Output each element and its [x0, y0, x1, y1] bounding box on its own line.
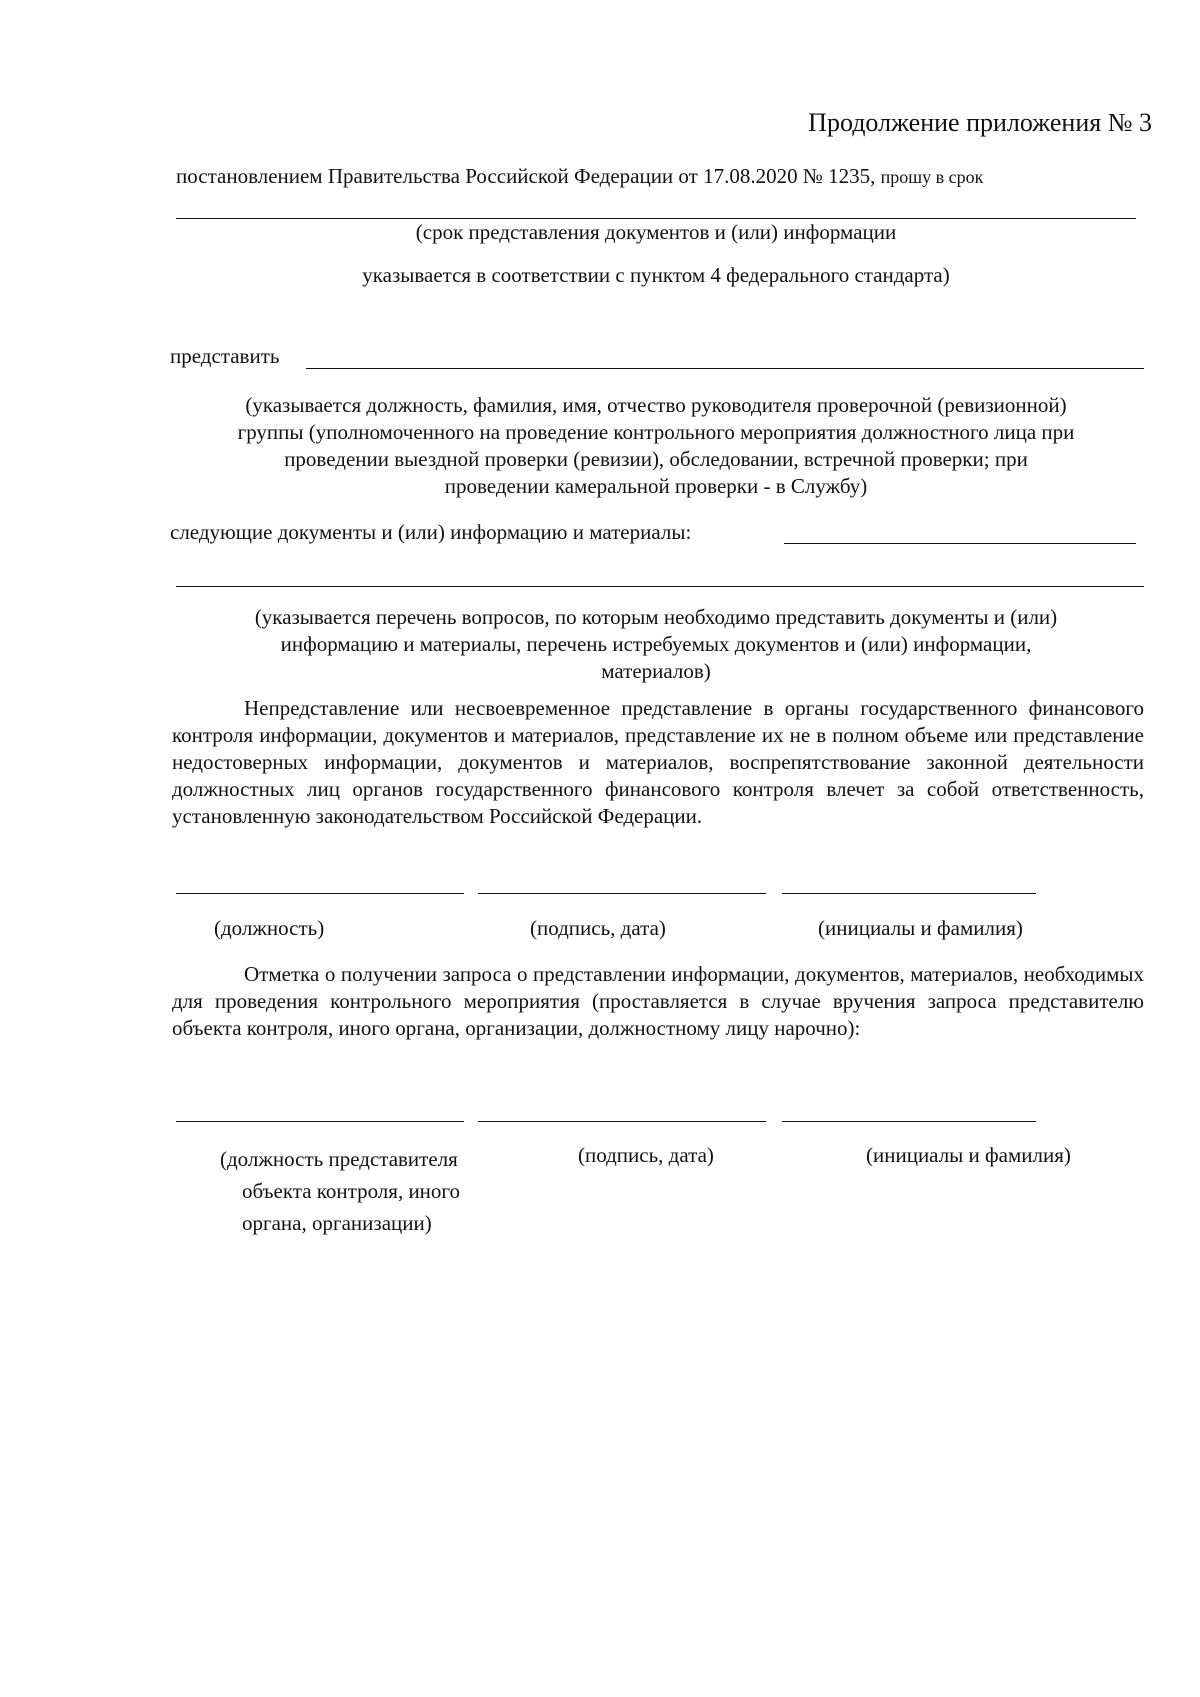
submit-hint-line-2: группы (уполномоченного на проведение контрольного мероприятия должностного лица при [237, 420, 1075, 444]
receipt-position-line-1: (должность представителя [220, 1147, 458, 1171]
documents-hint-line-3: материалов) [601, 659, 711, 683]
term-field[interactable] [176, 218, 1136, 219]
signature-sign-caption: (подпись, дата) [530, 916, 666, 940]
receipt-position-line-3: органа, организации) [242, 1211, 432, 1235]
intro-line [176, 164, 1136, 189]
submit-hint-line-4: проведении камеральной проверки - в Службу) [444, 474, 868, 498]
signature-position-caption: (должность) [214, 916, 325, 940]
term-hint-line-1: (срок представления документов и (или) информации [415, 220, 897, 244]
receipt-paragraph: Отметка о получении запроса о представлении информации, документов, материалов, необходимых для проведения контрольного мероприятия (проставляется в случае вручения запроса представителю объекта контроля, иного органа, организации, должностному лицу нарочно): [172, 962, 1144, 1040]
submit-hint-line-3: проведении выездной проверки (ревизии), обследовании, встречной проверки; при [284, 447, 1028, 471]
intro-main-text: постановлением Правительства Российской Федерации от 17.08.2020 № 1235, [176, 164, 876, 188]
documents-label: следующие документы и (или) информацию и материалы: [170, 520, 692, 544]
intro-tail-text: прошу в срок [880, 167, 984, 187]
documents-hint-line-2: информацию и материалы, перечень истребуемых документов и (или) информации, [280, 632, 1032, 656]
documents-field-1[interactable] [784, 543, 1136, 544]
signature-name-caption: (инициалы и фамилия) [818, 916, 1023, 940]
term-hint-line-2: указывается в соответствии с пунктом 4 федерального стандарта) [362, 263, 950, 287]
signature-sign-field[interactable] [478, 893, 766, 894]
warning-paragraph: Непредставление или несвоевременное представление в органы государственного финансового контроля информации, документов и материалов, представление их не в полном объеме или представление недостоверных информации, документов и материалов, воспрепятствование законной деятельности должностных лиц органов государственного финансового контроля влечет за собой ответственность, установленную законодательством Российской Федерации. [172, 696, 1144, 828]
receipt-position-line-2: объекта контроля, иного [242, 1179, 461, 1203]
receipt-position-field[interactable] [176, 1121, 464, 1122]
submit-hint [176, 392, 1136, 500]
receipt-name-field[interactable] [782, 1121, 1036, 1122]
documents-hint [176, 604, 1136, 685]
receipt-sign-caption: (подпись, дата) [578, 1143, 714, 1167]
receipt-name-caption: (инициалы и фамилия) [866, 1143, 1071, 1167]
signature-name-field[interactable] [782, 893, 1036, 894]
submit-label: представить [170, 344, 280, 368]
receipt-sign-field[interactable] [478, 1121, 766, 1122]
receipt-position-caption [220, 1143, 460, 1239]
submit-hint-line-1: (указывается должность, фамилия, имя, отчество руководителя проверочной (ревизионной) [245, 393, 1067, 417]
documents-hint-line-1: (указывается перечень вопросов, по которым необходимо представить документы и (или) [254, 605, 1058, 629]
signature-position-field[interactable] [176, 893, 464, 894]
documents-field-2[interactable] [176, 586, 1144, 587]
submit-to-field[interactable] [306, 368, 1144, 369]
continuation-heading: Продолжение приложения № 3 [808, 108, 1152, 137]
